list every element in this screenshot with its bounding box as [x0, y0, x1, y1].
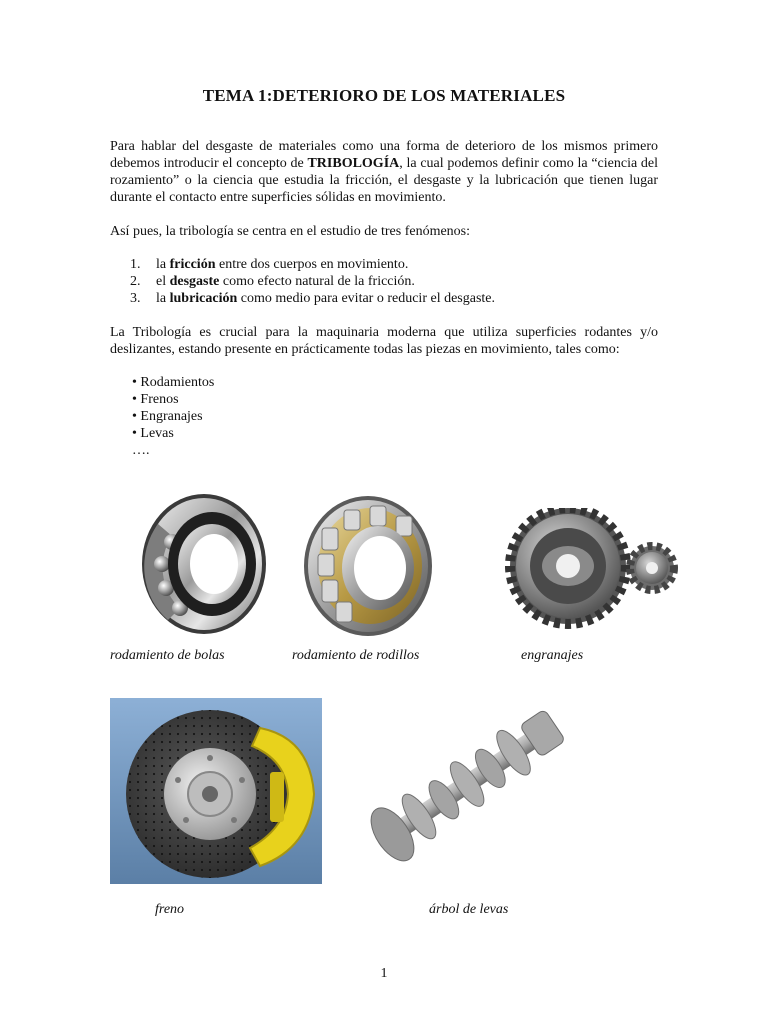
list-number: 3. [130, 291, 141, 306]
list-item: …. [132, 443, 150, 458]
gears-image [504, 508, 680, 632]
list-number: 2. [130, 274, 141, 289]
list-text: como efecto natural de la fricción. [219, 274, 415, 289]
paragraph-phenomena-intro: Así pues, la tribología se centra en el estudio de tres fenómenos: [110, 224, 471, 239]
phenomena-list [130, 256, 495, 307]
para1-text-b: , la cual podemos definir como la “ciencia del rozamiento” o la ciencia que estudia la fricción, el desgaste y la lubricación que tienen lugar durante el contacto entre superficies sólidas en movimiento. [110, 156, 659, 205]
list-item: • Engranajes [132, 409, 203, 424]
list-item: • Levas [132, 426, 174, 441]
caption-brake: freno [155, 902, 185, 917]
page-title: TEMA 1:DETERIORO DE LOS MATERIALES [202, 86, 566, 105]
roller-bearing-image [292, 488, 440, 640]
list-term: lubricación [169, 291, 238, 306]
list-item [130, 290, 495, 307]
list-term: desgaste [169, 274, 220, 289]
caption-ball-bearing: rodamiento de bolas [110, 648, 225, 663]
list-item [130, 273, 495, 290]
list-text: como medio para evitar o reducir el desgaste. [237, 291, 496, 306]
list-text: la [156, 257, 170, 272]
list-term: fricción [169, 257, 216, 272]
brake-image [110, 698, 322, 884]
camshaft-image [348, 700, 584, 872]
page-number: 1 [380, 966, 388, 981]
applications-list [132, 374, 214, 459]
list-text: la [156, 291, 170, 306]
caption-gears: engranajes [521, 648, 584, 663]
list-text: el [156, 274, 170, 289]
list-item [130, 256, 495, 273]
list-text: entre dos cuerpos en movimiento. [215, 257, 409, 272]
paragraph-tribology-intro [110, 138, 658, 206]
caption-camshaft: árbol de levas [429, 902, 509, 917]
caption-roller-bearing: rodamiento de rodillos [292, 648, 420, 663]
tribologia-term: TRIBOLOGÍA [307, 156, 400, 171]
list-number: 1. [130, 257, 141, 272]
paragraph-applications: La Tribología es crucial para la maquinaria moderna que utiliza superficies rodantes y/o deslizantes, estando presente en prácticamente todas las piezas en movimiento, tales como: [110, 325, 658, 357]
list-item: • Rodamientos [132, 375, 215, 390]
ball-bearing-image [128, 484, 270, 640]
list-item: • Frenos [132, 392, 179, 407]
para1-text-a: Para hablar del desgaste de materiales como una forma de deterioro de los mismos primero debemos introducir el concepto de [110, 139, 658, 171]
